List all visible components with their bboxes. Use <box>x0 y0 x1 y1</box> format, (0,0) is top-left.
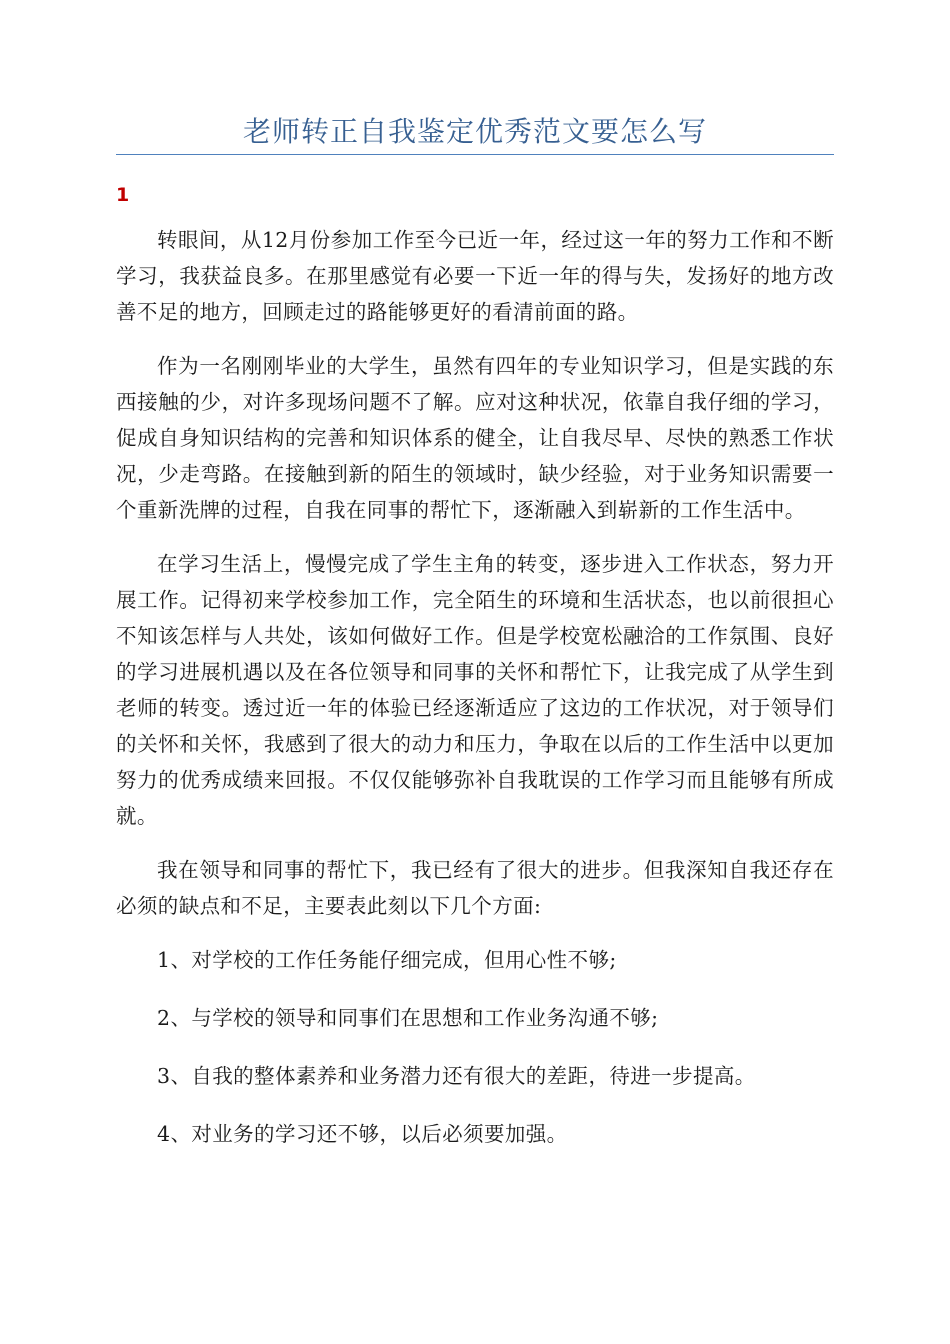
title-underline <box>116 154 834 155</box>
list-item: 1、对学校的工作任务能仔细完成，但用心性不够; <box>157 948 617 972</box>
paragraph: 我在领导和同事的帮忙下，我已经有了很大的进步。但我深知自我还存在必须的缺点和不足，主要表此刻以下几个方面: <box>116 858 834 918</box>
document-title: 老师转正自我鉴定优秀范文要怎么写 <box>242 115 707 148</box>
list-item: 2、与学校的领导和同事们在思想和工作业务沟通不够; <box>157 1006 659 1030</box>
list-item: 3、自我的整体素养和业务潜力还有很大的差距，待进一步提高。 <box>157 1064 756 1088</box>
document-body <box>116 222 834 1174</box>
paragraph: 在学习生活上，慢慢完成了学生主角的转变，逐步进入工作状态，努力开展工作。记得初来学校参加工作，完全陌生的环境和生活状态，也以前很担心不知该怎样与人共处，该如何做好工作。但是学校宽松融洽的工作氛围、良好的学习进展机遇以及在各位领导和同事的关怀和帮忙下，让我完成了从学生到老师的转变。透过近一年的体验已经逐渐适应了这边的工作状况，对于领导们的关怀和关怀，我感到了很大的动力和压力，争取在以后的工作生活中以更加努力的优秀成绩来回报。不仅仅能够弥补自我耽误的工作学习而且能够有所成就。 <box>116 552 834 828</box>
section-number: 1 <box>116 184 130 206</box>
list-item: 4、对业务的学习还不够，以后必须要加强。 <box>157 1122 568 1146</box>
paragraph: 作为一名刚刚毕业的大学生，虽然有四年的专业知识学习，但是实践的东西接触的少，对许多现场问题不了解。应对这种状况，依靠自我仔细的学习，促成自身知识结构的完善和知识体系的健全，让自我尽早、尽快的熟悉工作状况，少走弯路。在接触到新的陌生的领域时，缺少经验，对于业务知识需要一个重新洗牌的过程，自我在同事的帮忙下，逐渐融入到崭新的工作生活中。 <box>116 354 834 522</box>
paragraph: 转眼间，从12月份参加工作至今已近一年，经过这一年的努力工作和不断学习，我获益良多。在那里感觉有必要一下近一年的得与失，发扬好的地方改善不足的地方，回顾走过的路能够更好的看清前面的路。 <box>116 228 834 324</box>
